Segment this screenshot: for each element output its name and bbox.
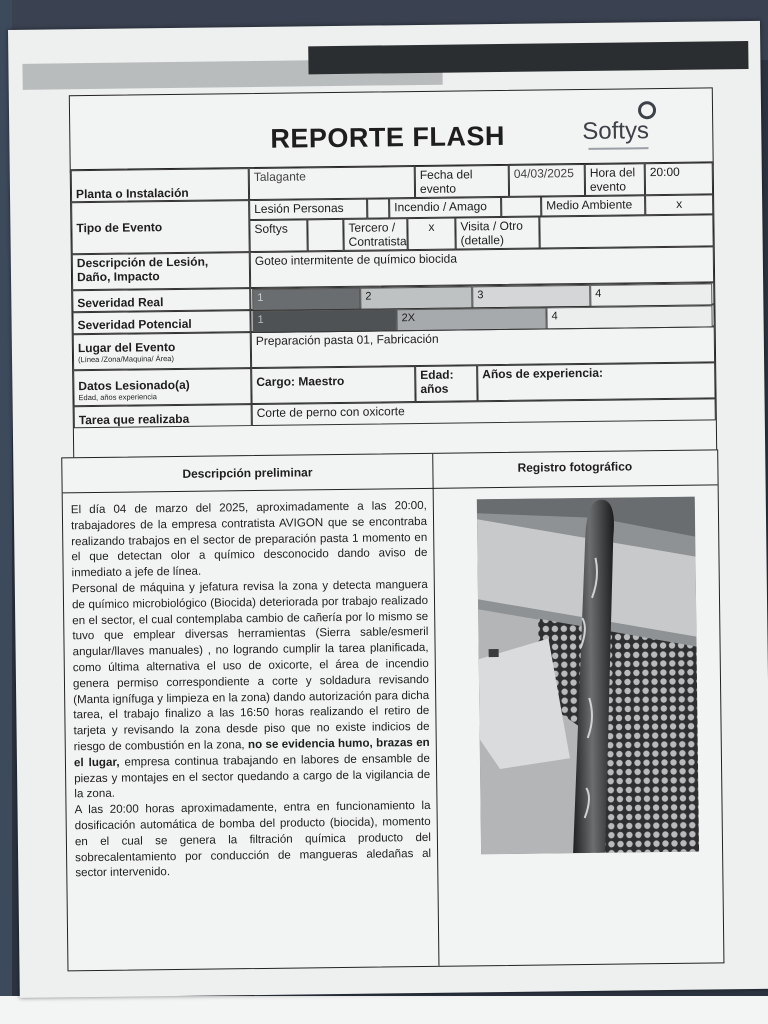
tarea-value: Corte de perno con oxicorte [252,398,716,426]
datos-label: Datos Lesionado(a) [78,377,190,394]
lugar-value: Preparación pasta 01, Fabricación [251,326,715,368]
anios-experiencia-cell: Años de experiencia: [477,362,715,401]
lugar-label: Lugar del Evento [77,339,176,356]
description-body [71,498,432,881]
datos-label-cell [73,368,251,406]
sev-real-level-4: 4 [590,283,712,306]
cargo-cell: Cargo: Maestro [251,366,415,404]
datos-sublabel: Edad, años experiencia [78,392,157,403]
background-bottom [0,996,768,1024]
tipo-medio-mark: x [645,194,713,215]
personal-visita-detail [539,214,713,248]
event-form [70,161,717,459]
incident-photo [477,497,699,855]
description-paragraph-2 [72,577,431,802]
registro-fotografico-heading: Registro fotográfico [432,450,717,488]
description-p2-bold: no se evidencia humo, brazas en el lugar, [73,735,430,769]
planta-label: Planta o Instalación [71,168,249,202]
description-paragraph-1: El día 04 de marzo del 2025, aproximadamente a las 20:00, trabajadores de la empresa contratista AVIGON que se encontraba realizando trabajos en el sector de preparación pasta 1 momento en el que detectan olor a químico desconocido dando aviso de inmediato a jefe de línea. [70,498,428,580]
softys-logo: Softys [582,117,650,145]
tipo-lesion-box [367,198,389,218]
column-divider [433,488,440,966]
header-band-dark [308,41,748,74]
sev-pot-level-2x: 2X [396,307,546,331]
severidad-real-label: Severidad Real [72,288,250,312]
personal-softys-box [307,219,343,251]
planta-value: Talagante [249,166,415,200]
description-paragraph-3: A las 20:00 horas aproximadamente, entra en funcionamiento la dosificación automática de bomba del producto (biocida), momento en el cual se genera la filtración química producto del sobrecalentamiento por conducción de mangueras aledañas al sector intervenido. [74,799,432,880]
sev-real-level-1: 1 [252,288,360,311]
report-page [8,21,768,998]
fecha-label: Fecha del evento [415,165,509,198]
descripcion-preliminar-heading: Descripción preliminar [62,454,433,494]
page-title: REPORTE FLASH [270,120,506,154]
sev-pot-level-1: 1 [252,309,396,333]
description-p2-text-b: empresa continua trabajando en labores de ensamble de piezas y montajes en el sector quedando a cargo de la vigilancia de la zona. [74,751,431,801]
personal-tercero-mark: x [407,218,455,251]
sev-pot-level-4: 4 [546,305,712,329]
personal-softys: Softys [249,219,307,252]
tipo-evento-label: Tipo de Evento [71,200,250,254]
tipo-medio-ambiente: Medio Ambiente [541,195,645,216]
tarea-label: Tarea que realizaba [74,404,252,428]
edad-cell: Edad: años [415,365,477,402]
tipo-incendio: Incendio / Amago [389,197,501,218]
logo-tagline [588,147,648,150]
lugar-label-cell [73,332,251,370]
hora-label: Hora del evento [585,163,645,196]
title-box [69,87,714,173]
lugar-sublabel: (Línea /Zona/Maquina/ Área) [77,353,174,365]
personal-tercero: Tercero / Contratista [343,218,407,251]
severidad-potencial-label: Severidad Potencial [72,310,250,334]
sev-real-level-3: 3 [472,285,590,308]
logo-ring-icon [638,101,656,119]
descripcion-value: Goteo intermitente de químico biocida [250,246,714,288]
personal-visita: Visita / Otro (detalle) [455,217,539,250]
fecha-value: 04/03/2025 [509,164,585,197]
sev-real-level-2: 2 [360,286,472,309]
hora-value: 20:00 [645,162,713,195]
description-p2-text-a: Personal de máquina y jefatura revisa la zona y detecta manguera de químico microbiológico (Biocida) deteriorada por trabajo realizado en el sector, el cual contemplaba cambio de cañería por lo mismo se tuvo que emplear diversas herramientas (Sierra sable/esmeril angular/llaves manuales) , no logrando cumplir la tarea planificada, como última alternativa el uso de oxicorte, el área de incendio genera permiso correspondiente a corte y soldadura revisando (Manta ignífuga y limpieza en la zona) dando autorización para dicha tarea, el trabajo finalizo a las 16:50 horas realizando el retiro de tarjeta y revisando la zona desde piso que no existe indicios de riesgo de combustión en la zona, [71,577,430,754]
description-section [61,449,724,971]
descripcion-label: Descripción de Lesión, Daño, Impacto [72,252,250,290]
tipo-lesion: Lesión Personas [249,199,367,220]
tipo-incendio-box [501,196,541,216]
photo-drawing [477,497,699,855]
